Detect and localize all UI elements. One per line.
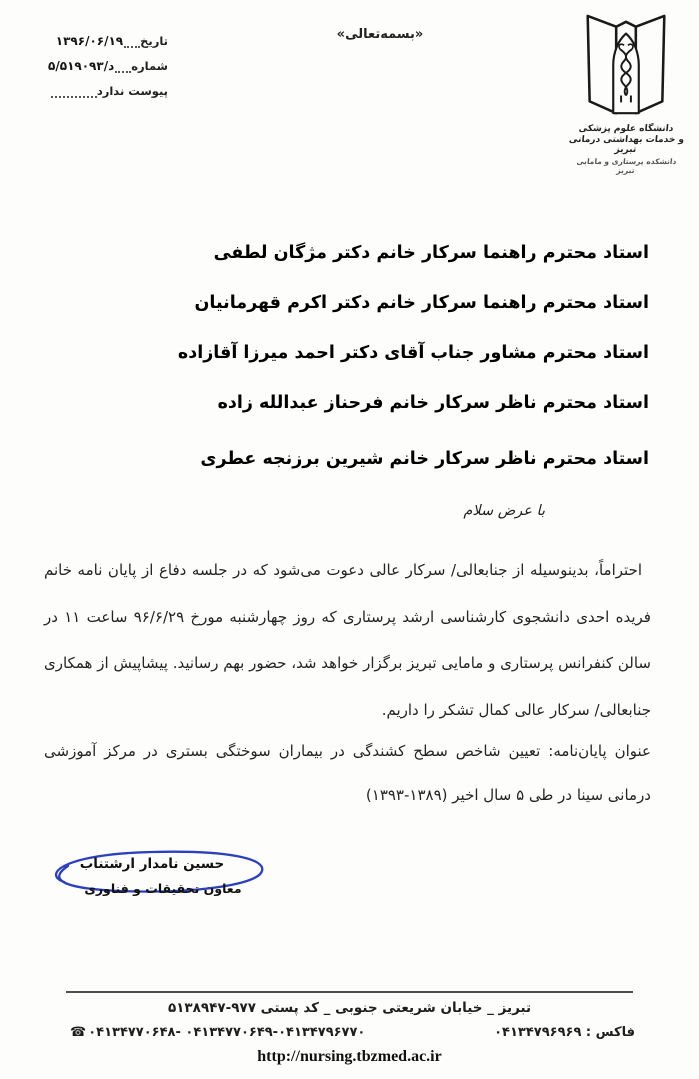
logo-caption xyxy=(567,124,685,175)
recipient-line-examiner-1: استاد محترم ناظر سرکار خانم فرحناز عبدالله زاده xyxy=(217,393,649,413)
footer-phone-numbers: ۰۴۱۳۴۷۷۰۶۴۸- ۰۴۱۳۴۷۷۰۶۴۹-۰۴۱۳۴۷۹۶۷۷۰ xyxy=(88,1025,366,1040)
number-label: شماره xyxy=(131,59,168,73)
recipient-line-advisor: استاد محترم مشاور جناب آقای دکتر احمد میرزا آقازاده xyxy=(177,343,649,363)
footer-address-line xyxy=(0,1000,699,1016)
body-paragraph: احتراماً، بدینوسیله از جنابعالی/ سرکار عالی دعوت می‌شود که در جلسه دفاع از پایان نامه خانم فریده احدی دانشجوی کارشناسی ارشد پرستاری که روز چهارشنبه مورخ ۹۶/۶/۲۹ ساعت ۱۱ در سالن کنفرانس پرستاری و مامایی تبریز برگزار خواهد شد، حضور بهم رسانید. پیشاپیش از همکاری جنابعالی/ سرکار عالی کمال تشکر را داریم. xyxy=(44,561,651,719)
signature-block xyxy=(52,856,252,896)
footer-phones-wrap xyxy=(70,1025,365,1040)
footer-fax: فاکس : ۰۴۱۳۴۷۹۶۹۶۹ xyxy=(494,1025,635,1040)
logo-org-line3: دانشکده پرستاری و مامایی تبریز xyxy=(576,157,677,175)
pen-signature-oval-icon xyxy=(34,844,270,906)
thesis-title-paragraph: عنوان پایان‌نامه: تعیین شاخص سطح کشندگی در بیماران سوختگی بستری در مرکز آموزشی درمانی سینا در طی ۵ سال اخیر (۱۳۸۹-۱۳۹۳) xyxy=(44,742,651,804)
logo-org-line2: و خدمات بهداشتی درمانی تبریز xyxy=(568,135,685,155)
recipient-line-supervisor-2: استاد محترم راهنما سرکار خانم دکتر اکرم قهرمانیان xyxy=(194,293,649,313)
date-value: ۱۳۹۶/۰۶/۱۹ xyxy=(55,34,124,48)
date-row xyxy=(18,34,168,48)
signatory-name: حسین نامدار ارشتناب xyxy=(79,856,225,872)
attachment-row xyxy=(18,84,168,98)
date-label: تاریخ xyxy=(140,34,168,48)
signatory-title: معاون تحقیقات و فناوری xyxy=(84,881,242,896)
university-logo xyxy=(567,12,685,175)
footer-website-url: http://nursing.tbzmed.ac.ir xyxy=(257,1048,442,1065)
recipient-line-supervisor-1: استاد محترم راهنما سرکار خانم دکتر مژگان لطفی xyxy=(213,243,649,263)
footer-divider xyxy=(66,991,633,993)
open-book-emblem-icon xyxy=(567,12,685,122)
number-row xyxy=(18,59,168,73)
letter-meta-block xyxy=(18,34,168,109)
attachment-value: ندارد xyxy=(96,84,125,98)
basmala-text: «بسمه‌تعالی» xyxy=(336,27,424,42)
dotted-leader xyxy=(51,86,97,98)
dotted-leader xyxy=(115,61,131,73)
footer-contact-line xyxy=(70,1025,635,1040)
salutation-text: با عرض سلام xyxy=(463,503,545,519)
logo-org-line1: دانشگاه علوم پزشکی xyxy=(578,124,674,134)
attachment-label: پیوست xyxy=(128,84,168,98)
footer-postal-code: ۵۱۳۸۹۴۷-۹۷۷ xyxy=(167,1000,256,1016)
recipients-block xyxy=(60,228,649,484)
recipient-line-examiner-2: استاد محترم ناظر سرکار خانم شیرین برزنجه عطری xyxy=(200,449,649,469)
telephone-icon: ☎ xyxy=(70,1025,87,1040)
number-value: ۵/د/۵۱۹۰۹۳ xyxy=(48,59,115,73)
dotted-leader xyxy=(124,36,140,48)
footer-address: تبریز _ خیابان شریعتی جنوبی _ کد پستی xyxy=(260,1000,532,1016)
